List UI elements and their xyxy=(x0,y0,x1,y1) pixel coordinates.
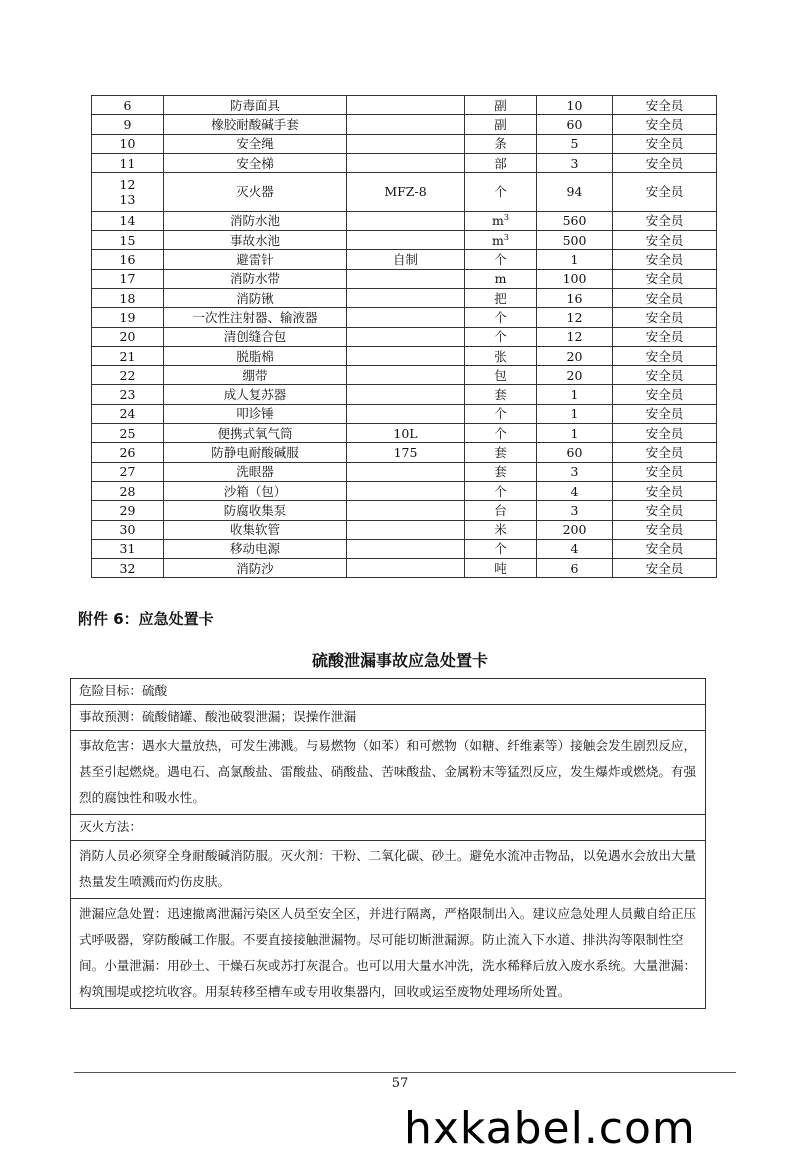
cell-name: 橡胶耐酸碱手套 xyxy=(164,115,347,134)
cell-unit: 个 xyxy=(465,539,537,558)
cell-unit xyxy=(465,211,537,230)
cell-owner: 安全员 xyxy=(613,539,717,558)
unit-base: m xyxy=(492,213,504,229)
cell-owner: 安全员 xyxy=(613,308,717,327)
cell-owner: 安全员 xyxy=(613,559,717,578)
cell-spec xyxy=(347,96,465,115)
table-row xyxy=(92,404,717,423)
cell-owner: 安全员 xyxy=(613,501,717,520)
cell-qty: 20 xyxy=(537,366,613,385)
cell-no: 32 xyxy=(92,559,164,578)
cell-qty: 200 xyxy=(537,520,613,539)
cell-name: 事故水池 xyxy=(164,231,347,250)
row-number-part: 13 xyxy=(119,191,136,207)
equipment-table xyxy=(91,95,717,578)
table-row xyxy=(92,559,717,578)
cell-qty: 1 xyxy=(537,250,613,269)
cell-no: 19 xyxy=(92,308,164,327)
cell-no: 23 xyxy=(92,385,164,404)
cell-owner: 安全员 xyxy=(613,443,717,462)
cell-unit xyxy=(465,231,537,250)
cell-no: 15 xyxy=(92,231,164,250)
cell-spec xyxy=(347,115,465,134)
accident-harm-cell: 事故危害：遇水大量放热，可发生沸溅。与易燃物（如苯）和可燃物（如糖、纤维素等）接触会发生剧烈反应，甚至引起燃烧。遇电石、高氯酸盐、雷酸盐、硝酸盐、苦味酸盐、金属粉末等猛烈反应，发生爆炸或燃烧。有强烈的腐蚀性和吸水性。 xyxy=(71,731,706,815)
table-row xyxy=(92,96,717,115)
cell-qty: 1 xyxy=(537,404,613,423)
table-row xyxy=(92,327,717,346)
cell-owner: 安全员 xyxy=(613,346,717,365)
cell-owner: 安全员 xyxy=(613,269,717,288)
cell-owner: 安全员 xyxy=(613,424,717,443)
cell-no: 10 xyxy=(92,134,164,153)
cell-spec xyxy=(347,288,465,307)
cell-spec xyxy=(347,231,465,250)
table-row xyxy=(92,346,717,365)
cell-no: 9 xyxy=(92,115,164,134)
leak-response-cell: 泄漏应急处置：迅速撤离泄漏污染区人员至安全区，并进行隔离，严格限制出入。建议应急处理人员戴自给正压式呼吸器，穿防酸碱工作服。不要直接接触泄漏物。尽可能切断泄漏源。防止流入下水道、排洪沟等限制性空间。小量泄漏：用砂土、干燥石灰或苏打灰混合。也可以用大量水冲洗，洗水稀释后放入废水系统。大量泄漏：构筑围堤或挖坑收容。用泵转移至槽车或专用收集器内，回收或运至废物处理场所处置。 xyxy=(71,899,706,1009)
cell-no: 28 xyxy=(92,481,164,500)
cell-unit: 个 xyxy=(465,424,537,443)
cell-no: 25 xyxy=(92,424,164,443)
cell-no: 29 xyxy=(92,501,164,520)
table-row xyxy=(92,539,717,558)
cell-no: 21 xyxy=(92,346,164,365)
table-row xyxy=(92,308,717,327)
card-row-hazard-target xyxy=(71,679,706,705)
cell-owner: 安全员 xyxy=(613,153,717,172)
cell-spec: 自制 xyxy=(347,250,465,269)
emergency-card-table xyxy=(70,678,706,1009)
cell-name: 洗眼器 xyxy=(164,462,347,481)
cell-owner: 安全员 xyxy=(613,250,717,269)
cell-owner: 安全员 xyxy=(613,385,717,404)
card-title: 硫酸泄漏事故应急处置卡 xyxy=(311,651,488,670)
cell-spec xyxy=(347,481,465,500)
cell-qty: 94 xyxy=(537,173,613,212)
cell-qty: 6 xyxy=(537,559,613,578)
row-number-part: 12 xyxy=(119,176,136,192)
cell-no: 24 xyxy=(92,404,164,423)
cell-no: 26 xyxy=(92,443,164,462)
cell-qty: 60 xyxy=(537,115,613,134)
cell-unit: 个 xyxy=(465,173,537,212)
cell-qty: 500 xyxy=(537,231,613,250)
cell-owner: 安全员 xyxy=(613,96,717,115)
cell-owner: 安全员 xyxy=(613,173,717,212)
cell-qty: 5 xyxy=(537,134,613,153)
cell-spec xyxy=(347,539,465,558)
attachment-heading: 附件 6：应急处置卡 xyxy=(78,610,214,628)
cell-qty: 3 xyxy=(537,462,613,481)
cell-unit: 个 xyxy=(465,404,537,423)
cell-qty: 20 xyxy=(537,346,613,365)
fire-method-label-cell: 灭火方法： xyxy=(71,815,706,841)
cell-unit: 个 xyxy=(465,250,537,269)
cell-no: 14 xyxy=(92,211,164,230)
cell-name: 防静电耐酸碱服 xyxy=(164,443,347,462)
cell-spec xyxy=(347,327,465,346)
cell-spec: MFZ-8 xyxy=(347,173,465,212)
cell-qty: 1 xyxy=(537,424,613,443)
table-row xyxy=(92,366,717,385)
cell-name: 收集软管 xyxy=(164,520,347,539)
cell-name: 消防水带 xyxy=(164,269,347,288)
card-row-accident-harm xyxy=(71,731,706,815)
cell-spec xyxy=(347,520,465,539)
fire-method-text-cell: 消防人员必须穿全身耐酸碱消防服。灭火剂：干粉、二氧化碳、砂土。避免水流冲击物品，以免遇水会放出大量热量发生喷溅而灼伤皮肤。 xyxy=(71,841,706,899)
cell-name: 移动电源 xyxy=(164,539,347,558)
cell-spec xyxy=(347,134,465,153)
cell-owner: 安全员 xyxy=(613,134,717,153)
cell-qty: 60 xyxy=(537,443,613,462)
table-row xyxy=(92,134,717,153)
cell-spec: 175 xyxy=(347,443,465,462)
unit-superscript: 3 xyxy=(503,213,509,223)
cell-owner: 安全员 xyxy=(613,366,717,385)
table-row xyxy=(92,269,717,288)
cell-name: 成人复苏器 xyxy=(164,385,347,404)
cell-unit: 套 xyxy=(465,385,537,404)
cell-name: 沙箱（包） xyxy=(164,481,347,500)
unit-base: m xyxy=(492,232,504,248)
accident-forecast-cell: 事故预测：硫酸储罐、酸池破裂泄漏；误操作泄漏 xyxy=(71,705,706,731)
cell-spec xyxy=(347,211,465,230)
hazard-target-cell: 危险目标：硫酸 xyxy=(71,679,706,705)
cell-owner: 安全员 xyxy=(613,231,717,250)
cell-owner: 安全员 xyxy=(613,327,717,346)
cell-unit: 条 xyxy=(465,134,537,153)
table-row xyxy=(92,520,717,539)
card-row-fire-method-label xyxy=(71,815,706,841)
equipment-table-body xyxy=(92,96,717,578)
cell-unit: 部 xyxy=(465,153,537,172)
cell-unit: 套 xyxy=(465,462,537,481)
cell-unit: 个 xyxy=(465,327,537,346)
cell-no: 20 xyxy=(92,327,164,346)
cell-owner: 安全员 xyxy=(613,462,717,481)
cell-no: 27 xyxy=(92,462,164,481)
cell-unit: 个 xyxy=(465,481,537,500)
cell-qty: 12 xyxy=(537,308,613,327)
cell-unit: 套 xyxy=(465,443,537,462)
cell-qty: 3 xyxy=(537,501,613,520)
cell-name: 避雷针 xyxy=(164,250,347,269)
cell-qty: 10 xyxy=(537,96,613,115)
table-row xyxy=(92,481,717,500)
cell-no: 30 xyxy=(92,520,164,539)
table-row xyxy=(92,288,717,307)
cell-spec xyxy=(347,366,465,385)
cell-qty: 12 xyxy=(537,327,613,346)
cell-name: 灭火器 xyxy=(164,173,347,212)
card-row-fire-method-text xyxy=(71,841,706,899)
table-row xyxy=(92,462,717,481)
cell-qty: 560 xyxy=(537,211,613,230)
cell-name: 防腐收集泵 xyxy=(164,501,347,520)
cell-owner: 安全员 xyxy=(613,404,717,423)
cell-qty: 4 xyxy=(537,539,613,558)
cell-owner: 安全员 xyxy=(613,115,717,134)
footer-divider xyxy=(74,1072,736,1073)
cell-unit: 米 xyxy=(465,520,537,539)
page-number: 57 xyxy=(391,1076,409,1091)
cell-spec: 10L xyxy=(347,424,465,443)
cell-unit: m xyxy=(465,269,537,288)
cell-unit: 台 xyxy=(465,501,537,520)
cell-spec xyxy=(347,385,465,404)
table-row xyxy=(92,211,717,230)
cell-unit: 张 xyxy=(465,346,537,365)
cell-no: 16 xyxy=(92,250,164,269)
table-row xyxy=(92,173,717,212)
cell-spec xyxy=(347,269,465,288)
cell-unit: 个 xyxy=(465,308,537,327)
cell-spec xyxy=(347,308,465,327)
watermark-text: hxkabel.com xyxy=(404,1103,696,1154)
table-row xyxy=(92,250,717,269)
cell-spec xyxy=(347,346,465,365)
cell-owner: 安全员 xyxy=(613,520,717,539)
cell-no: 6 xyxy=(92,96,164,115)
cell-name: 清创缝合包 xyxy=(164,327,347,346)
cell-spec xyxy=(347,462,465,481)
table-row xyxy=(92,443,717,462)
cell-owner: 安全员 xyxy=(613,211,717,230)
card-row-leak-response xyxy=(71,899,706,1009)
cell-unit: 副 xyxy=(465,96,537,115)
table-row xyxy=(92,385,717,404)
cell-name: 安全梯 xyxy=(164,153,347,172)
card-row-accident-forecast xyxy=(71,705,706,731)
table-row xyxy=(92,501,717,520)
cell-name: 便携式氧气筒 xyxy=(164,424,347,443)
cell-spec xyxy=(347,404,465,423)
unit-superscript: 3 xyxy=(503,232,509,242)
cell-no: 31 xyxy=(92,539,164,558)
cell-spec xyxy=(347,501,465,520)
cell-no: 11 xyxy=(92,153,164,172)
cell-no: 22 xyxy=(92,366,164,385)
cell-qty: 16 xyxy=(537,288,613,307)
cell-qty: 100 xyxy=(537,269,613,288)
cell-qty: 4 xyxy=(537,481,613,500)
cell-name: 消防水池 xyxy=(164,211,347,230)
cell-name: 叩诊锤 xyxy=(164,404,347,423)
cell-name: 脱脂棉 xyxy=(164,346,347,365)
cell-qty: 3 xyxy=(537,153,613,172)
table-row xyxy=(92,424,717,443)
cell-name: 安全绳 xyxy=(164,134,347,153)
cell-owner: 安全员 xyxy=(613,481,717,500)
cell-no xyxy=(92,173,164,212)
cell-unit: 吨 xyxy=(465,559,537,578)
cell-name: 一次性注射器、输液器 xyxy=(164,308,347,327)
cell-unit: 副 xyxy=(465,115,537,134)
cell-name: 绷带 xyxy=(164,366,347,385)
table-row xyxy=(92,231,717,250)
cell-unit: 包 xyxy=(465,366,537,385)
cell-owner: 安全员 xyxy=(613,288,717,307)
cell-name: 消防锹 xyxy=(164,288,347,307)
cell-unit: 把 xyxy=(465,288,537,307)
cell-no: 18 xyxy=(92,288,164,307)
cell-qty: 1 xyxy=(537,385,613,404)
table-row xyxy=(92,115,717,134)
table-row xyxy=(92,153,717,172)
cell-spec xyxy=(347,559,465,578)
cell-name: 消防沙 xyxy=(164,559,347,578)
cell-name: 防毒面具 xyxy=(164,96,347,115)
cell-spec xyxy=(347,153,465,172)
cell-no: 17 xyxy=(92,269,164,288)
